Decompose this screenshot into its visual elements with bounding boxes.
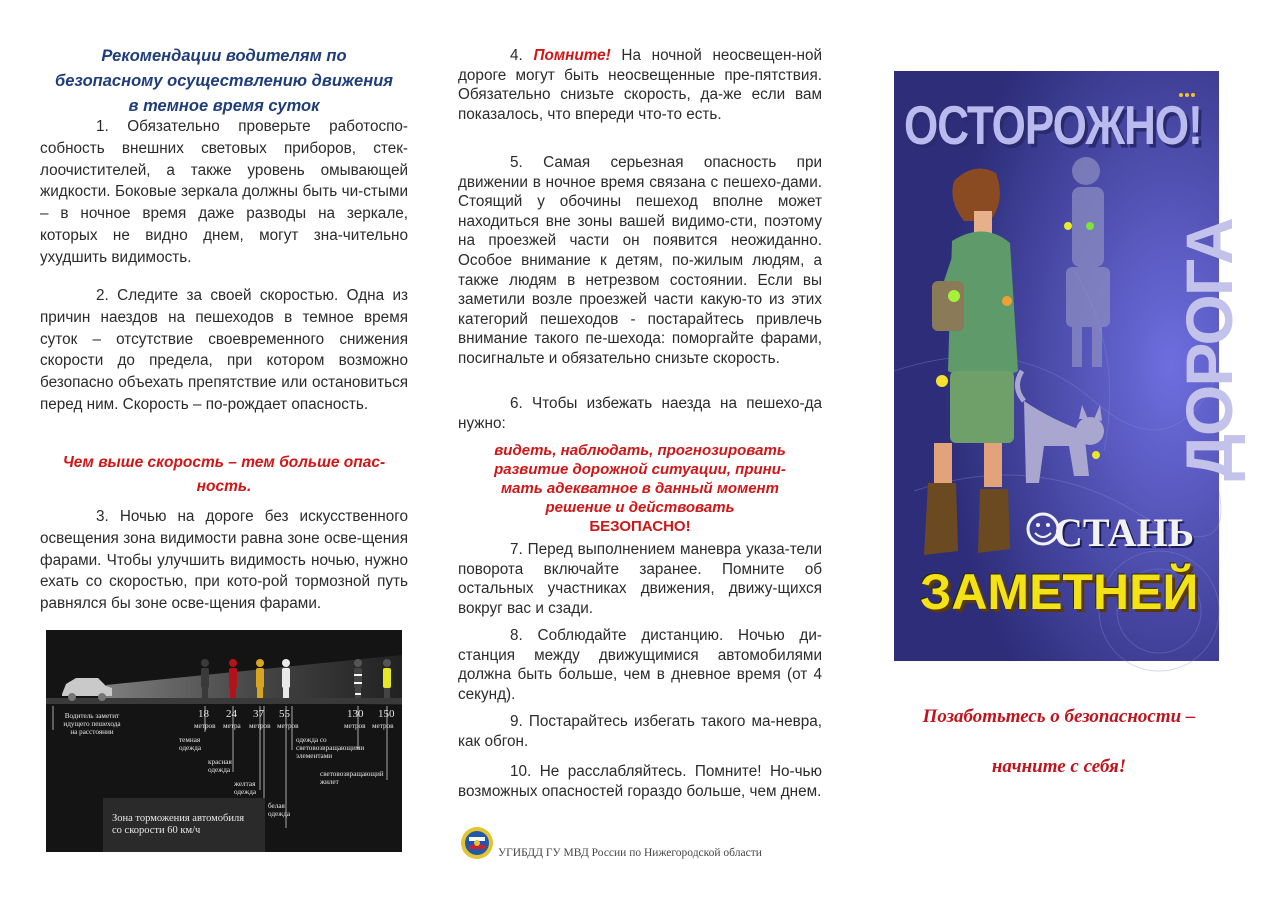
label-line: темная [179, 736, 201, 744]
reflector-icon [936, 375, 948, 387]
item-text: Обязательно проверьте работоспо-собность внешних световых приборов, стек-лоочистителей, а также уровень омывающей жидкости. Боковые зеркала должны быть чи-стыми – в ночное время даже разводы на зеркале, которых не видно днем, могут зна-чительно ухудшить видимость. [40, 118, 408, 266]
item-number: 4. [510, 47, 523, 64]
distance-130: 130 [347, 708, 364, 720]
recommendation-2 [40, 285, 408, 416]
poster-title-caution: ОСТОРОЖНО! [904, 95, 1202, 157]
reflector-icon [1086, 222, 1094, 230]
reflector-icon [948, 290, 960, 302]
label-line: желтая [234, 780, 256, 788]
item-text: Ночью на дороге без искусственного освещения зона видимости равна зоне осве-щения фарами. Чтобы улучшить видимость ночью, нужно ехать со скоростью, при кото-рой тормозной путь равнялся бы зоне осве-щения фарами. [40, 508, 408, 613]
title-line: Рекомендации водителям по [101, 47, 347, 65]
reflector-icon [1064, 222, 1072, 230]
speed-warning [40, 451, 408, 499]
item-number: 10. [510, 763, 532, 780]
pedestrian-reflective-vest-icon [383, 659, 391, 698]
footer-organization [458, 826, 822, 862]
label-line: одежда [234, 788, 257, 796]
pedestrian-red-icon [229, 659, 237, 698]
callout-line: мать адекватное в данный момент [501, 480, 779, 497]
reflector-icon [1092, 451, 1100, 459]
label-line: одежда [179, 744, 202, 752]
item-number: 3. [96, 508, 109, 525]
warning-line: Чем выше скорость – тем больше опас- [62, 454, 386, 471]
item-text: На ночной неосвещен-ной дороге могут быть неосвещенные пре-пятствия. Обязательно снизьте скорость, да-же если вам показалось, что впереди что-то есть. [458, 47, 822, 123]
pedestrian-dark-icon [201, 659, 209, 698]
unit-label: метров [344, 722, 366, 730]
driver-label-line: Водитель заметит [64, 712, 120, 720]
callout-line: развитие дорожной ситуации, прини- [494, 461, 786, 478]
braking-zone-line: Зона торможения автомобиля [112, 813, 245, 824]
driver-label-line: идущего пешехода [63, 720, 121, 728]
title-line: в темное время суток [128, 97, 320, 115]
distance-37: 37 [253, 708, 264, 720]
item-number: 1. [96, 118, 109, 135]
item-number: 2. [96, 287, 109, 304]
unit-label: метра [223, 722, 241, 730]
pedestrian-safety-callout [458, 441, 822, 536]
driver-label [56, 712, 128, 736]
recommendation-9 [458, 712, 822, 751]
label-reflective-elements [296, 736, 364, 760]
item-text: Чтобы избежать наезда на пешехо-да нужно: [458, 395, 823, 432]
label-line: световозвращающими [296, 744, 365, 752]
item-text: Самая серьезная опасность при движении в ночное время связана с пешехо-дами. Стоящий у обочины пешеход вполне может находиться вне зоны вашей видимо-сти, поэтому на проезжей части он появится неожиданно. Особое внимание к детям, по-жилым людям, а также людям в нетрезвом состоянии. Если вы заметили возле проезжей части какую-то из этих категорий пешеходов - постарайтесь привлечь внимание такого пе-шехода: поморгайте фарами, посигнальте и обязательно снизьте скорость. [458, 154, 823, 367]
unit-label: метров [194, 722, 216, 730]
item-text: Перед выполнением маневра указа-тели поворота включайте заранее. Помните об остальных участниках движения, движу-щихся вокруг вас и сзади. [458, 541, 822, 617]
slogan-line-1: Позаботьтесь о безопасности – [922, 706, 1196, 727]
item-number: 7. [510, 541, 523, 558]
label-reflective-vest [320, 770, 384, 786]
page-title [40, 44, 408, 119]
recommendation-3 [40, 506, 408, 615]
organization-name: УГИБДД ГУ МВД России по Нижегородской области [498, 847, 762, 859]
visibility-distance-illustration [46, 630, 402, 852]
item-text: Не расслабляйтесь. Помните! Но-чью возможных опасностей гораздо больше, чем днем. [458, 763, 823, 800]
item-text: Постарайтесь избегать такого ма-невра, как обгон. [458, 713, 822, 750]
recommendation-6 [458, 394, 822, 433]
item-text: Соблюдайте дистанцию. Ночью ди-станция между движущимися автомобилями должна быть больше, чем в дневное время (от 4 секунд). [458, 627, 822, 703]
label-line: одежда со [296, 736, 327, 744]
pedestrian-yellow-icon [256, 659, 264, 698]
unit-label: метров [249, 722, 271, 730]
label-line: одежда [268, 810, 291, 818]
label-line: элементами [296, 752, 333, 760]
distance-150: 150 [378, 708, 395, 720]
distance-55: 55 [279, 708, 290, 720]
braking-zone-line: со скорости 60 км/ч [112, 825, 201, 836]
callout-line: видеть, наблюдать, прогнозировать [494, 442, 786, 459]
label-line: белая [268, 802, 285, 810]
recommendation-7 [458, 540, 822, 618]
pedestrian-reflective-elements-icon [354, 659, 362, 698]
recommendation-4 [458, 46, 822, 124]
callout-line: решение и действовать [545, 499, 735, 516]
item-number: 8. [510, 627, 523, 644]
unit-label: метров [372, 722, 394, 730]
label-line: одежда [208, 766, 231, 774]
item-number: 9. [510, 713, 523, 730]
distance-24: 24 [226, 708, 237, 720]
be-visible-poster [894, 71, 1246, 661]
slogan-line-2: начните с себя! [991, 756, 1127, 777]
label-yellow-clothing [234, 780, 256, 796]
callout-line: БЕЗОПАСНО! [589, 518, 691, 535]
item-number: 5. [510, 154, 523, 171]
warning-line: ность. [196, 478, 252, 495]
poster-title-road-text: ДОРОГА [1172, 219, 1246, 481]
pedestrian-white-icon [282, 659, 290, 698]
poster-title-visible: ЗАМЕТНЕЙ [920, 564, 1199, 620]
label-line: красная [208, 758, 232, 766]
label-line: жилет [320, 778, 339, 786]
label-line: световозвращающий [320, 770, 384, 778]
distance-18: 18 [198, 708, 209, 720]
item-text: Следите за своей скоростью. Одна из причин наездов на пешеходов в темное время суток – отсутствие своевременного снижения скорости до предела, при котором возможно безопасно объехать препятствие или остановиться перед ним. Скорость – по-рождает опасность. [40, 287, 408, 413]
label-dark-clothing [179, 736, 201, 752]
recommendation-5 [458, 153, 822, 369]
traffic-police-emblem-icon [460, 826, 494, 860]
item-number: 6. [510, 395, 523, 412]
recommendation-8 [458, 626, 822, 704]
driver-label-line: на расстоянии [70, 728, 114, 736]
recommendation-1 [40, 116, 408, 269]
title-line: безопасному осуществлению движения [55, 72, 393, 90]
braking-zone-label [112, 813, 244, 837]
reflector-icon [1002, 296, 1012, 306]
poster-title-become: СТАНЬ [1054, 510, 1195, 555]
unit-label: метров [277, 722, 299, 730]
label-red-clothing [208, 758, 232, 774]
label-white-clothing [268, 802, 290, 818]
remember-highlight: Помните! [533, 47, 611, 64]
recommendation-10 [458, 762, 822, 801]
